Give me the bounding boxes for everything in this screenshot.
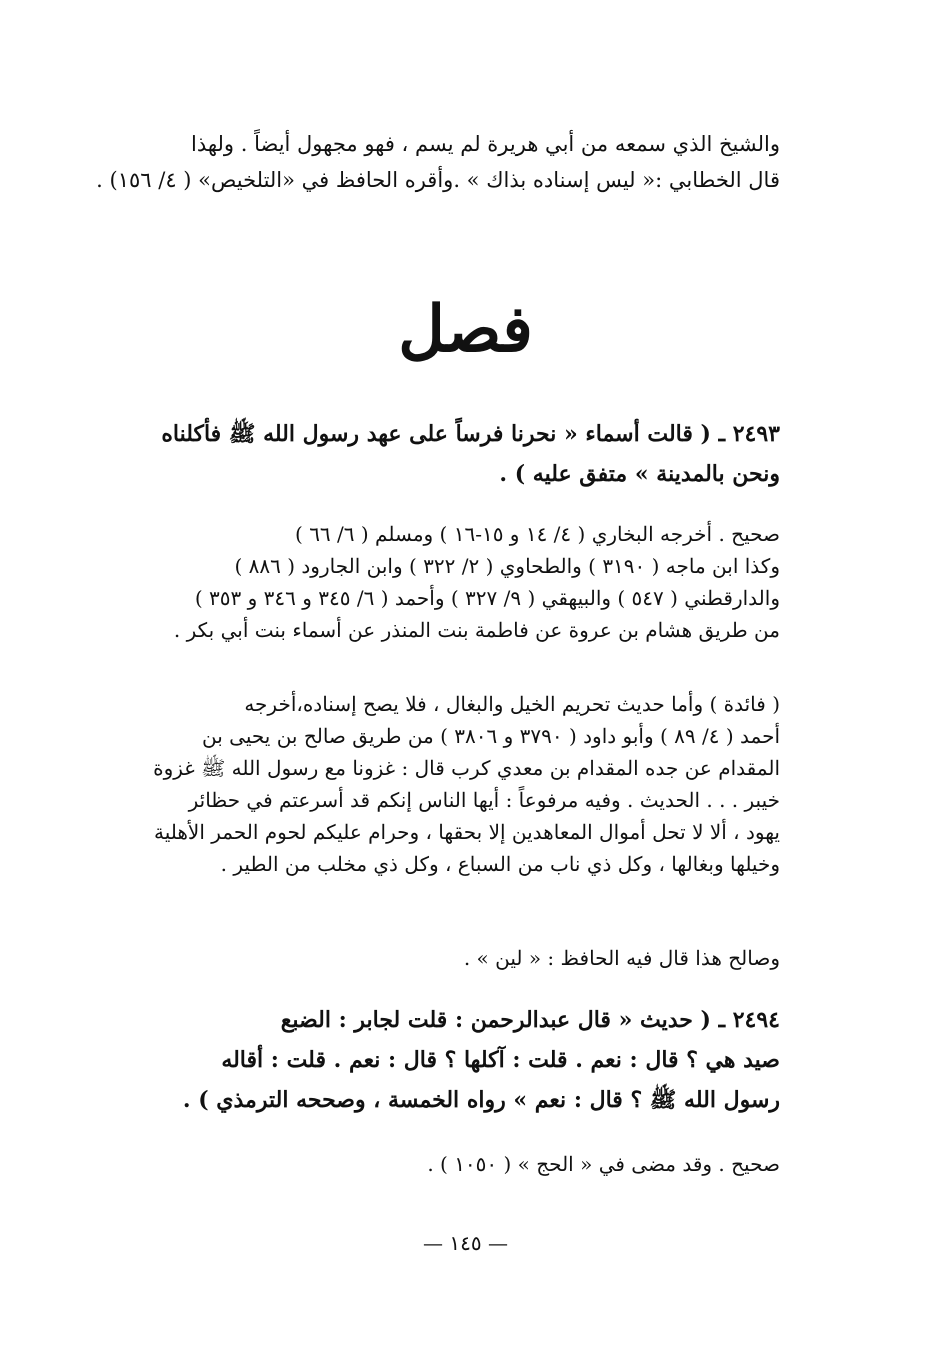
text-line: ٢٤٩٤ ـ ( حديث « قال عبدالرحمن : قلت لجابر : الضبع [280,1007,780,1033]
text-line: أحمد ( ٤/ ٨٩ ) وأبو داود ( ٣٧٩٠ و ٣٨٠٦ ) من طريق صالح بن يحيى بن [202,724,780,748]
hadith-2493 [155,414,780,494]
text-line: وكذا ابن ماجه ( ٣١٩٠ ) والطحاوي ( ٢/ ٣٢٢ ) وابن الجارود ( ٨٨٦ ) [234,554,780,578]
text-line: والشيخ الذي سمعه من أبي هريرة لم يسم ، فهو مجهول أيضاً . ولهذا [190,132,780,156]
text-line: خيبر . . . الحديث . وفيه مرفوعاً : أيها الناس إنكم قد أسرعتم في حظائر [188,788,780,812]
text-line: والدارقطني ( ٥٤٧ ) والبيهقي ( ٩/ ٣٢٧ ) وأحمد ( ٦/ ٣٤٥ و ٣٤٦ و ٣٥٣ ) [194,586,780,610]
text-line: صحيح . أخرجه البخاري ( ٤/ ١٤ و ١٥-١٦ ) ومسلم ( ٦/ ٦٦ ) [295,522,780,546]
text-line: صحيح . وقد مضى في « الحج » ( ١٠٥٠ ) . [427,1152,780,1176]
takhrij-2494 [155,1148,780,1180]
text-line: رسول الله ﷺ ؟ قال : نعم » رواه الخمسة ، وصححه الترمذي ) . [182,1087,780,1113]
intro-paragraph [96,126,780,198]
text-line: يهود ، ألا لا تحل أموال المعاهدين إلا بحقها ، وحرام عليكم لحوم الحمر الأهلية [154,820,780,844]
text-line: المقدام عن جده المقدام بن معدي كرب قال : غزونا مع رسول الله ﷺ غزوة [153,756,780,780]
text-line: ونحن بالمدينة » متفق عليه ) . [499,461,780,487]
text-line: ٢٤٩٣ ـ ( قالت أسماء « نحرنا فرساً على عهد رسول الله ﷺ فأكلناه [161,421,780,447]
text-line: قال الخطابي :« ليس إسناده بذاك » .وأقره الحافظ في «التلخيص» ( ٤/ ١٥٦) . [96,168,780,192]
takhrij-2493 [155,518,780,646]
faida-paragraph [155,688,780,880]
salih-note [155,942,780,974]
text-line: وخيلها وبغالها ، وكل ذي ناب من السباع ، وكل ذي مخلب من الطير . [220,852,780,876]
text-line: من طريق هشام بن عروة عن فاطمة بنت المنذر عن أسماء بنت أبي بكر . [173,618,780,642]
text-line: وصالح هذا قال فيه الحافظ : « لين » . [463,946,780,970]
section-heading: فصل [398,292,533,367]
text-line: ( فائدة ) وأما حديث تحريم الخيل والبغال ، فلا يصح إسناده،أخرجه [244,692,780,716]
hadith-2494 [155,1000,780,1120]
page-number: — ١٤٥ — [423,1231,508,1255]
text-line: صيد هي ؟ قال : نعم . قلت : آكلها ؟ قال : نعم . قلت : أقاله [221,1047,780,1073]
